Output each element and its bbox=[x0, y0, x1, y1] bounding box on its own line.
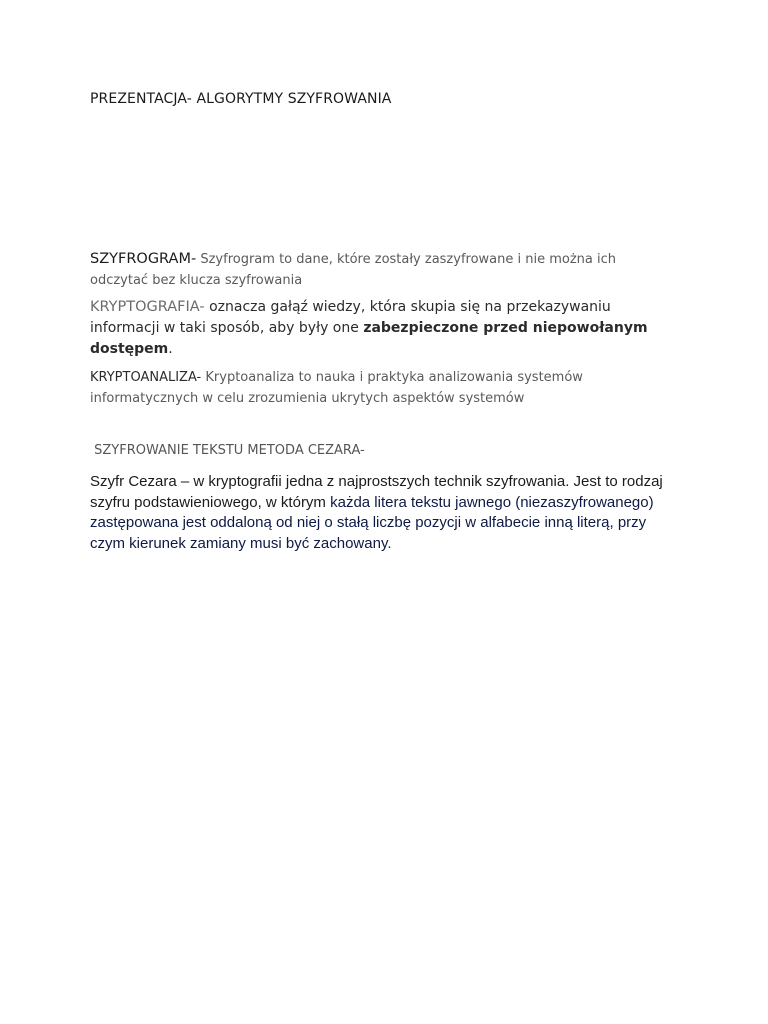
definition-term: KRYPTOANALIZA- bbox=[90, 370, 202, 385]
document-title: PREZENTACJA- ALGORYTMY SZYFROWANIA bbox=[90, 91, 392, 107]
definition-ending: . bbox=[168, 341, 173, 357]
definition-description: oznacza gałąź wiedzy, która skupia się na przekazywaniu informacji w taki sposób, aby były one bbox=[90, 299, 611, 336]
definition-term: KRYPTOGRAFIA- bbox=[90, 299, 205, 315]
definition-description: Szyfrogram to dane, które zostały zaszyfrowane i nie można ich odczytać bez klucza szyfrowania bbox=[90, 252, 617, 288]
definition-szyfrogram bbox=[90, 248, 670, 290]
section-heading: SZYFROWANIE TEKSTU METODA CEZARA- bbox=[90, 443, 365, 458]
definition-kryptografia bbox=[90, 296, 670, 359]
definition-description: Kryptoanaliza to nauka i praktyka analizowania systemów informatycznych w celu zrozumienia ukrytych aspektów systemów bbox=[90, 370, 583, 406]
caesar-paragraph bbox=[90, 472, 680, 554]
caesar-paragraph-part2: każda litera tekstu jawnego (niezaszyfrowanego) zastępowana jest oddaloną od niej o stałą liczbę pozycji w alfabecie inną literą, przy czym kierunek zamiany musi być zachowany. bbox=[90, 493, 654, 552]
definition-kryptoanaliza bbox=[90, 366, 670, 408]
definition-term: SZYFROGRAM- bbox=[90, 251, 197, 267]
definition-emphasis: zabezpieczone przed niepowołanym dostępem bbox=[90, 320, 648, 357]
caesar-paragraph-part1: Szyfr Cezara – w kryptografii jedna z najprostszych technik szyfrowania. Jest to rodzaj szyfru podstawieniowego, w którym bbox=[90, 473, 663, 511]
